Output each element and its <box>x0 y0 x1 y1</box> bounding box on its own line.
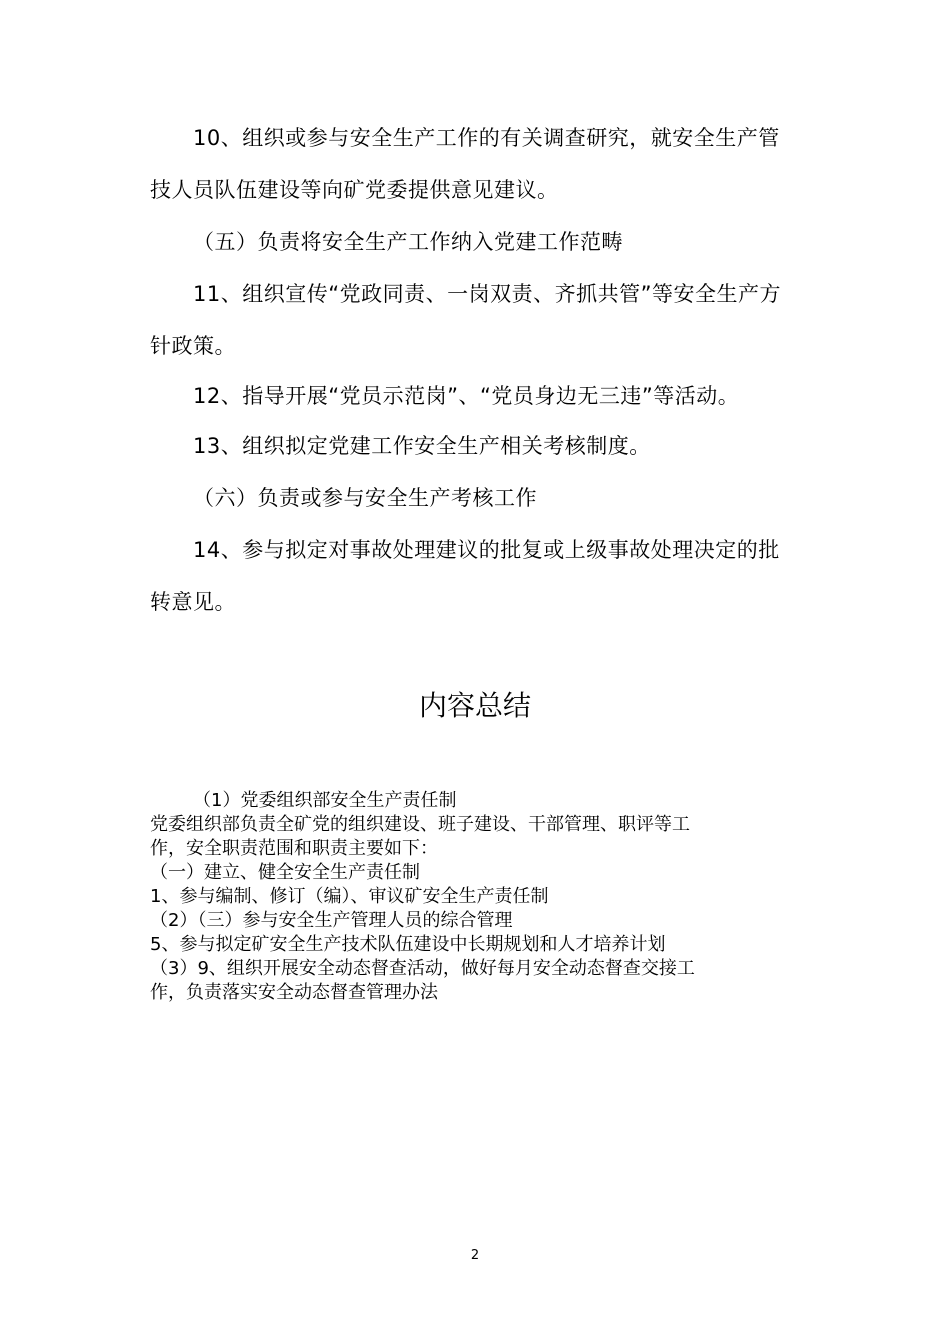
summary-line: （一）建立、健全安全生产责任制 <box>150 862 420 883</box>
summary-line: 作，负责落实安全动态督查管理办法 <box>150 982 438 1003</box>
summary-line: 党委组织部负责全矿党的组织建设、班子建设、干部管理、职评等工 <box>150 814 690 835</box>
body-paragraph-line: 10、组织或参与安全生产工作的有关调查研究，就安全生产管 <box>193 126 780 150</box>
summary-line: 1、参与编制、修订（编）、审议矿安全生产责任制 <box>150 886 549 907</box>
page-number: 2 <box>470 1248 480 1263</box>
summary-line: （1）党委组织部安全生产责任制 <box>193 790 457 811</box>
body-paragraph-line: 针政策。 <box>150 334 236 358</box>
summary-line: 5、参与拟定矿安全生产技术队伍建设中长期规划和人才培养计划 <box>150 934 666 955</box>
body-paragraph-line: 11、组织宣传“党政同责、一岗双责、齐抓共管”等安全生产方 <box>193 282 781 306</box>
section-heading-five: （五）负责将安全生产工作纳入党建工作范畴 <box>193 230 623 254</box>
body-paragraph-line: 技人员队伍建设等向矿党委提供意见建议。 <box>150 178 559 202</box>
body-paragraph-line: 12、指导开展“党员示范岗”、“党员身边无三违”等活动。 <box>193 384 740 408</box>
body-paragraph-line: 14、参与拟定对事故处理建议的批复或上级事故处理决定的批 <box>193 538 780 562</box>
section-heading-six: （六）负责或参与安全生产考核工作 <box>193 486 537 510</box>
summary-line: （2）（三）参与安全生产管理人员的综合管理 <box>150 910 513 931</box>
body-paragraph-line: 转意见。 <box>150 590 236 614</box>
summary-heading: 内容总结 <box>418 689 531 722</box>
summary-line: （3）9、组织开展安全动态督查活动，做好每月安全动态督查交接工 <box>150 958 695 979</box>
body-paragraph-line: 13、组织拟定党建工作安全生产相关考核制度。 <box>193 434 651 458</box>
summary-line: 作，安全职责范围和职责主要如下： <box>150 838 438 859</box>
